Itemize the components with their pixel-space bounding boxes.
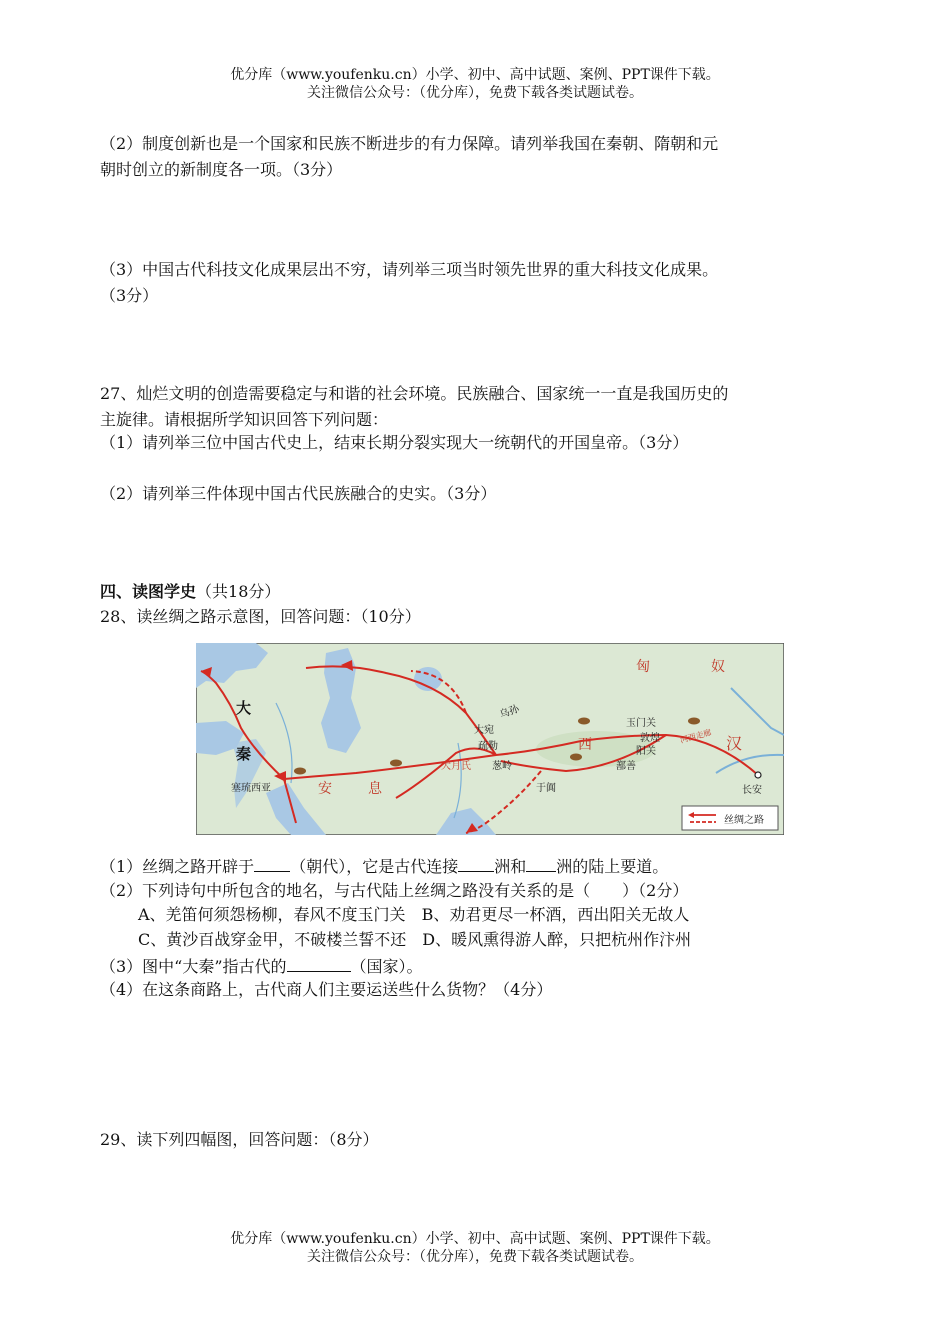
- camel-icon: [390, 760, 402, 767]
- label-anxi-2: 息: [368, 781, 382, 797]
- camel-icon: [688, 718, 700, 725]
- section4-score: （共18分）: [196, 582, 281, 601]
- q29-stem: 29、读下列四幅图，回答问题：（8分）: [100, 1130, 379, 1149]
- label-shule: 疏勒: [478, 741, 498, 752]
- section4-title: 四、读图学史: [100, 582, 197, 601]
- label-wusun: 乌孙: [498, 703, 521, 721]
- q27-stem-line2: 主旋律。请根据所学知识回答下列问题：: [100, 410, 389, 429]
- q28-sub1-text-a: （1）丝绸之路开辟于: [100, 857, 255, 876]
- q28-sub1-text-d: 洲的陆上要道。: [556, 857, 669, 876]
- q26-part2-line2: 朝时创立的新制度各一项。（3分）: [100, 160, 343, 179]
- label-han: 汉: [726, 734, 743, 753]
- label-seleucia: 塞琉西亚: [231, 783, 271, 794]
- page-footer-line1: 优分库（www.youfenku.cn）小学、初中、高中试题、案例、PPT课件下载。: [230, 1231, 720, 1247]
- q28-sub1-text-b: （朝代），它是古代连接: [290, 857, 459, 876]
- legend-label: 丝绸之路: [724, 815, 764, 826]
- page-footer-line2: 关注微信公众号：（优分库），免费下载各类试题试卷。: [307, 1249, 643, 1265]
- label-changan: 长安: [742, 785, 762, 796]
- q28-sub3-text-a: （3）图中“大秦”指古代的: [100, 957, 287, 976]
- label-daqin-1: 大: [236, 699, 252, 717]
- q28-stem: 28、读丝绸之路示意图，回答问题：（10分）: [100, 607, 421, 626]
- answer-blank-dynasty[interactable]: [254, 853, 290, 872]
- q27-sub1: （1）请列举三位中国古代史上，结束长期分裂实现大一统朝代的开国皇帝。（3分）: [100, 433, 689, 452]
- answer-blank-continent-1[interactable]: [458, 853, 494, 872]
- answer-blank-continent-2[interactable]: [526, 853, 556, 872]
- label-xiongnu-1: 匈: [636, 659, 650, 675]
- label-yutian: 于阗: [536, 783, 556, 794]
- q28-option-a[interactable]: A、羌笛何须怨杨柳，春风不度玉门关: [138, 905, 406, 924]
- q27-stem-line1: 27、灿烂文明的创造需要稳定与和谐的社会环境。民族融合、国家统一一直是我国历史的: [100, 384, 729, 403]
- q28-option-d[interactable]: D、暖风熏得游人醉，只把杭州作汴州: [422, 930, 692, 949]
- q28-sub4: （4）在这条商路上，古代商人们主要运送些什么货物？（4分）: [100, 980, 553, 999]
- q28-option-b[interactable]: B、劝君更尽一杯酒，西出阳关无故人: [421, 905, 690, 924]
- q26-part3-line2: （3分）: [100, 286, 159, 305]
- q26-part3-line1: （3）中国古代科技文化成果层出不穷，请列举三项当时领先世界的重大科技文化成果。: [100, 260, 719, 279]
- label-yangguan: 阳关: [636, 746, 656, 757]
- page-header-line2: 关注微信公众号：（优分库），免费下载各类试题试卷。: [307, 85, 643, 101]
- changan-marker: [755, 772, 761, 778]
- camel-icon: [294, 768, 306, 775]
- q28-options-row1: [138, 902, 898, 928]
- camel-icon: [578, 718, 590, 725]
- label-anxi-1: 安: [318, 781, 332, 797]
- label-shanshan: 鄯善: [616, 761, 636, 772]
- q27-sub2: （2）请列举三件体现中国古代民族融合的史实。（3分）: [100, 484, 497, 503]
- camel-icon: [570, 754, 582, 761]
- q28-options-row2: [138, 927, 898, 953]
- q28-sub3-text-b: （国家）。: [350, 957, 423, 976]
- answer-blank-country[interactable]: [287, 953, 351, 972]
- q28-option-c[interactable]: C、黄沙百战穿金甲，不破楼兰誓不还: [138, 930, 407, 949]
- q28-sub1: [100, 853, 860, 880]
- q26-part2-line1: （2）制度创新也是一个国家和民族不断进步的有力保障。请列举我国在秦朝、隋朝和元: [100, 134, 719, 153]
- q28-sub2: （2）下列诗句中所包含的地名，与古代陆上丝绸之路没有关系的是（ ）（2分）: [100, 881, 689, 900]
- label-hexi: 河西走廊: [679, 727, 713, 745]
- section4-heading: [100, 579, 860, 605]
- label-daqin-2: 秦: [236, 745, 252, 763]
- q28-sub3: [100, 953, 860, 980]
- q28-sub1-text-c: 洲和: [494, 857, 527, 876]
- label-dayuan: 大宛: [474, 725, 494, 736]
- label-dayuezhi: 大月氏: [441, 761, 471, 772]
- map-legend: [682, 806, 778, 830]
- label-yumenguan: 玉门关: [626, 718, 656, 729]
- label-dunhuang: 敦煌: [640, 733, 660, 744]
- label-xiyu: 西: [578, 737, 592, 753]
- silk-road-map: [196, 643, 784, 835]
- label-xiongnu-2: 奴: [711, 659, 725, 675]
- label-congling: 葱岭: [492, 761, 512, 772]
- page-header-line1: 优分库（www.youfenku.cn）小学、初中、高中试题、案例、PPT课件下载。: [230, 67, 720, 83]
